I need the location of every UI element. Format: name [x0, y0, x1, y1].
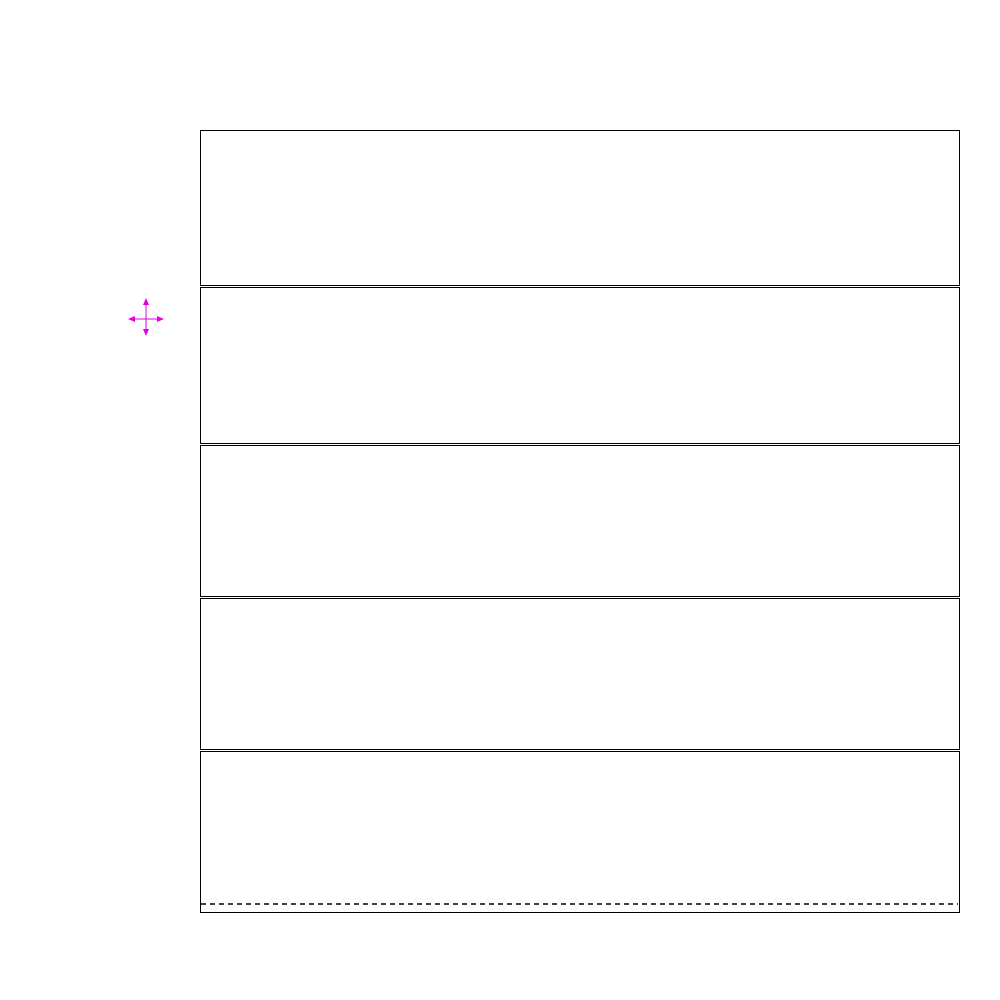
- panel-precip: [200, 751, 960, 913]
- panel-wind: [200, 287, 960, 444]
- clouds-plot: [201, 599, 958, 748]
- panel-prmsl: [200, 130, 960, 286]
- prmsl-plot: [201, 131, 958, 284]
- panel-clouds: [200, 598, 960, 750]
- temperature-plot: [201, 446, 958, 595]
- wind-compass: [108, 290, 178, 352]
- precip-plot: [201, 752, 958, 911]
- compass-cross-icon: [108, 290, 178, 352]
- wind-plot: [201, 288, 958, 442]
- panel-temperature: [200, 445, 960, 597]
